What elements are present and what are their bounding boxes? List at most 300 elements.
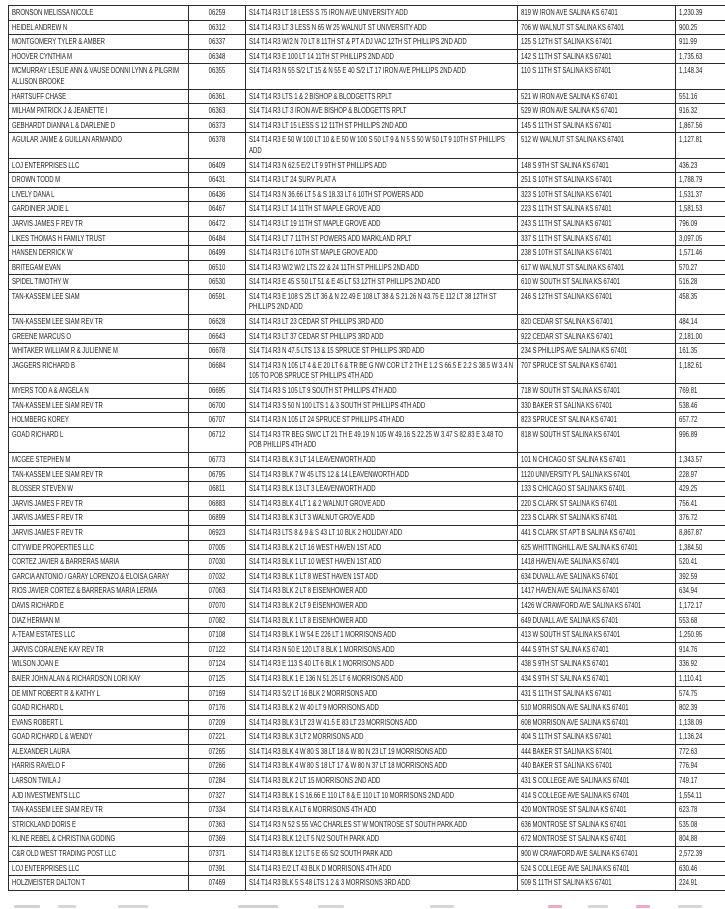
legal-description-cell bbox=[246, 159, 518, 173]
legal-description-cell bbox=[246, 789, 518, 803]
property-address-text: 234 S PHILLIPS AVE SALINA KS 67401 bbox=[521, 346, 628, 356]
parcel-id-cell bbox=[189, 133, 246, 157]
legal-description-text: S14 T14 R3 BLK 3 LT 14 LEAVENWORTH ADD bbox=[249, 455, 376, 464]
property-address-cell bbox=[518, 818, 676, 832]
legal-description-text: S14 T14 R3 BLK 5 S 48 LTS 1 2 & 3 MORRISONS 3RD ADD bbox=[249, 878, 411, 888]
amount-due-text: 458.35 bbox=[679, 291, 698, 301]
parcel-id-text: 06695 bbox=[208, 386, 226, 396]
legal-description-cell bbox=[246, 643, 518, 657]
parcel-id-text: 06467 bbox=[208, 204, 226, 214]
owner-name-text: C&R OLD WEST TRADING POST LLC bbox=[12, 849, 116, 859]
legal-description-text: S14 T14 R3 N 36.66 LT 5 & S 18.33 LT 6 10TH ST POWERS ADD bbox=[249, 189, 424, 199]
amount-due-text: 2,181.00 bbox=[679, 331, 703, 341]
property-address-text: 323 S 10TH ST SALINA KS 67401 bbox=[521, 189, 613, 199]
amount-due-cell bbox=[676, 133, 725, 157]
table-row bbox=[9, 315, 725, 330]
property-address-cell bbox=[518, 119, 676, 133]
property-address-cell bbox=[518, 745, 676, 759]
owner-name-cell bbox=[9, 643, 189, 657]
parcel-id-cell bbox=[189, 876, 246, 890]
parcel-id-cell bbox=[189, 173, 246, 187]
legal-description-cell bbox=[246, 468, 518, 482]
amount-due-cell bbox=[676, 774, 725, 788]
legal-description-cell bbox=[246, 570, 518, 584]
parcel-id-cell bbox=[189, 330, 246, 344]
amount-due-cell bbox=[676, 21, 725, 35]
amount-due-text: 1,581.53 bbox=[679, 204, 703, 214]
property-address-cell bbox=[518, 217, 676, 231]
legal-description-text: S14 T14 R3 BLK 3 LT 2 MORRISONS ADD bbox=[249, 732, 364, 742]
legal-description-cell bbox=[246, 50, 518, 64]
amount-due-text: 996.89 bbox=[679, 429, 698, 439]
owner-name-cell bbox=[9, 803, 189, 817]
property-address-cell bbox=[518, 399, 676, 413]
amount-due-cell bbox=[676, 344, 725, 358]
property-address-cell bbox=[518, 50, 676, 64]
table-row bbox=[9, 428, 725, 453]
legal-description-text: S14 T14 R3 W/2 W/2 LTS 22 & 24 11TH ST PHILLIPS 2ND ADD bbox=[249, 262, 420, 272]
owner-name-text: BRITEGAM EVAN bbox=[12, 262, 61, 272]
owner-name-text: HOLZMEISTER DALTON T bbox=[12, 878, 86, 888]
table-row bbox=[9, 217, 725, 232]
parcel-id-text: 07469 bbox=[208, 878, 226, 888]
parcel-id-cell bbox=[189, 188, 246, 202]
amount-due-cell bbox=[676, 847, 725, 861]
legal-description-text: S14 T14 R3 BLK 4 W 80 S 18 LT 17 & W 80 N 37 LT 18 MORRISONS ADD bbox=[249, 761, 448, 771]
owner-name-text: DROWN TODD M bbox=[12, 175, 61, 185]
owner-name-text: HARRIS RAVELO F bbox=[12, 761, 66, 771]
amount-due-text: 911.99 bbox=[679, 37, 697, 47]
owner-name-text: MILHAM PATRICK J & JEANETTE I bbox=[12, 106, 108, 116]
owner-name-cell bbox=[9, 847, 189, 861]
legal-description-cell bbox=[246, 657, 518, 671]
table-row bbox=[9, 468, 725, 483]
table-row bbox=[9, 789, 725, 804]
parcel-id-cell bbox=[189, 541, 246, 555]
owner-name-cell bbox=[9, 188, 189, 202]
legal-description-cell bbox=[246, 803, 518, 817]
parcel-id-text: 06312 bbox=[208, 22, 226, 32]
parcel-id-cell bbox=[189, 232, 246, 246]
owner-name-text: GARCIA ANTONIO / GARAY LORENZO & ELOISA GARAY bbox=[12, 571, 170, 581]
amount-due-cell bbox=[676, 599, 725, 613]
owner-name-cell bbox=[9, 497, 189, 511]
owner-name-text: TAN-KASSEM LEE SIAM REV TR bbox=[12, 469, 103, 479]
table-row bbox=[9, 803, 725, 818]
property-address-text: 125 S 12TH ST SALINA KS 67401 bbox=[521, 37, 613, 47]
table-row bbox=[9, 202, 725, 217]
owner-name-cell bbox=[9, 261, 189, 275]
amount-due-text: 520.41 bbox=[679, 557, 698, 567]
property-address-cell bbox=[518, 876, 676, 890]
owner-name-text: GOAD RICHARD L & WENDY bbox=[12, 732, 93, 742]
amount-due-text: 1,735.63 bbox=[679, 51, 703, 61]
legal-description-text: S14 T14 R3 BLK 1 LT 8 WEST HAVEN 1ST ADD bbox=[249, 571, 378, 581]
amount-due-text: 392.59 bbox=[679, 571, 698, 581]
property-address-cell bbox=[518, 290, 676, 314]
property-address-text: 521 W IRON AVE SALINA KS 67401 bbox=[521, 91, 618, 101]
legal-description-cell bbox=[246, 344, 518, 358]
legal-description-text: S14 T14 R3 LT 15 LESS S 12 11TH ST PHILLIPS 2ND ADD bbox=[249, 120, 408, 130]
property-address-cell bbox=[518, 6, 676, 20]
parcel-id-cell bbox=[189, 599, 246, 613]
parcel-id-cell bbox=[189, 217, 246, 231]
legal-description-text: S14 T14 R3 E/2 LT 43 BLK D MORRISONS 4TH ADD bbox=[249, 863, 392, 873]
parcel-id-cell bbox=[189, 657, 246, 671]
owner-name-text: LOJ ENTERPRISES LLC bbox=[12, 863, 80, 873]
owner-name-text: MONTGOMERY TYLER & AMBER bbox=[12, 37, 105, 47]
legal-description-cell bbox=[246, 599, 518, 613]
parcel-id-text: 06361 bbox=[208, 91, 226, 101]
owner-name-text: JARVIS JAMES F REV TR bbox=[12, 498, 83, 508]
table-row bbox=[9, 261, 725, 276]
property-address-cell bbox=[518, 232, 676, 246]
amount-due-text: 1,230.39 bbox=[679, 8, 703, 17]
parcel-id-cell bbox=[189, 399, 246, 413]
amount-due-text: 756.41 bbox=[679, 498, 698, 508]
owner-name-cell bbox=[9, 730, 189, 744]
property-address-cell bbox=[518, 384, 676, 398]
parcel-id-text: 06472 bbox=[208, 218, 226, 228]
property-address-cell bbox=[518, 541, 676, 555]
parcel-id-cell bbox=[189, 21, 246, 35]
table-row bbox=[9, 159, 725, 174]
property-address-text: 142 S 11TH ST SALINA KS 67401 bbox=[521, 51, 612, 61]
parcel-id-text: 06684 bbox=[208, 360, 226, 370]
amount-due-cell bbox=[676, 570, 725, 584]
amount-due-text: 8,867.87 bbox=[679, 527, 703, 537]
owner-name-text: DAVIS RICHARD E bbox=[12, 600, 64, 610]
amount-due-cell bbox=[676, 453, 725, 467]
parcel-id-text: 06259 bbox=[208, 8, 226, 17]
amount-due-text: 551.16 bbox=[679, 91, 698, 101]
owner-name-text: HOOVER CYNTHIA M bbox=[12, 51, 73, 61]
table-row bbox=[9, 774, 725, 789]
property-address-text: 148 S 9TH ST SALINA KS 67401 bbox=[521, 160, 609, 170]
owner-name-cell bbox=[9, 599, 189, 613]
owner-name-text: EVANS ROBERT L bbox=[12, 717, 64, 727]
table-row bbox=[9, 64, 725, 89]
owner-name-text: ALEXANDER LAURA bbox=[12, 746, 70, 756]
amount-due-text: 1,138.09 bbox=[679, 717, 703, 727]
table-row bbox=[9, 359, 725, 384]
legal-description-text: S14 T14 R3 E 108 S 25 LT 36 & N 22.49 E 108 LT 38 & S 21.26 N 43.75 E 112 LT 38 12TH ST PHILLIPS 2ND ADD bbox=[249, 291, 497, 312]
property-address-cell bbox=[518, 428, 676, 452]
amount-due-text: 634.94 bbox=[679, 586, 698, 596]
parcel-id-cell bbox=[189, 290, 246, 314]
legal-description-text: S14 T14 R3 BLK 13 LT 3 LEAVENWORTH ADD bbox=[249, 484, 376, 494]
amount-due-text: 804.88 bbox=[679, 834, 698, 844]
table-row bbox=[9, 497, 725, 512]
property-address-cell bbox=[518, 555, 676, 569]
parcel-id-cell bbox=[189, 119, 246, 133]
parcel-id-text: 06899 bbox=[208, 513, 226, 523]
table-row bbox=[9, 628, 725, 643]
property-address-cell bbox=[518, 21, 676, 35]
amount-due-cell bbox=[676, 261, 725, 275]
table-row bbox=[9, 570, 725, 585]
parcel-id-cell bbox=[189, 643, 246, 657]
amount-due-cell bbox=[676, 290, 725, 314]
owner-name-text: TAN-KASSEM LEE SIAM REV TR bbox=[12, 317, 103, 327]
amount-due-cell bbox=[676, 6, 725, 20]
property-address-cell bbox=[518, 570, 676, 584]
amount-due-cell bbox=[676, 555, 725, 569]
legal-description-cell bbox=[246, 482, 518, 496]
owner-name-cell bbox=[9, 789, 189, 803]
owner-name-text: LOJ ENTERPRISES LLC bbox=[12, 160, 80, 170]
property-address-cell bbox=[518, 701, 676, 715]
legal-description-text: S14 T14 R3 LTS 8 & 9 & S 43 LT 10 BLK 2 HOLIDAY ADD bbox=[249, 527, 403, 537]
amount-due-cell bbox=[676, 217, 725, 231]
parcel-id-cell bbox=[189, 159, 246, 173]
property-address-cell bbox=[518, 90, 676, 104]
table-row bbox=[9, 555, 725, 570]
property-address-cell bbox=[518, 188, 676, 202]
legal-description-cell bbox=[246, 202, 518, 216]
parcel-id-cell bbox=[189, 789, 246, 803]
legal-description-cell bbox=[246, 359, 518, 383]
amount-due-text: 228.97 bbox=[679, 469, 698, 479]
parcel-id-text: 06811 bbox=[208, 484, 226, 494]
legal-description-cell bbox=[246, 104, 518, 118]
property-address-text: 1426 W CRAWFORD AVE SALINA KS 67401 bbox=[521, 600, 642, 610]
owner-name-cell bbox=[9, 614, 189, 628]
table-row bbox=[9, 173, 725, 188]
parcel-id-text: 06409 bbox=[208, 160, 226, 170]
parcel-id-cell bbox=[189, 384, 246, 398]
legal-description-cell bbox=[246, 614, 518, 628]
legal-description-cell bbox=[246, 774, 518, 788]
parcel-id-cell bbox=[189, 428, 246, 452]
parcel-id-text: 06337 bbox=[208, 37, 226, 47]
legal-description-cell bbox=[246, 399, 518, 413]
amount-due-cell bbox=[676, 541, 725, 555]
parcel-id-cell bbox=[189, 468, 246, 482]
parcel-id-cell bbox=[189, 832, 246, 846]
property-address-cell bbox=[518, 275, 676, 289]
owner-name-cell bbox=[9, 359, 189, 383]
legal-description-text: S14 T14 R3 BLK 3 LT 23 W 41.5 E 83 LT 23 MORRISONS ADD bbox=[249, 717, 418, 727]
property-address-cell bbox=[518, 847, 676, 861]
owner-name-text: SPIDEL TIMOTHY W bbox=[12, 277, 69, 287]
owner-name-text: HARTSUFF CHASE bbox=[12, 91, 67, 101]
amount-due-text: 224.91 bbox=[679, 878, 698, 888]
table-row bbox=[9, 399, 725, 414]
legal-description-cell bbox=[246, 290, 518, 314]
legal-description-text: S14 T14 R3 BLK 1 LT 10 WEST HAVEN 1ST ADD bbox=[249, 557, 382, 567]
owner-name-text: MCMURRAY LESLIE ANN & VAUSE DONNI LYNN & PILGRIM ALLISON BROOKE bbox=[12, 66, 180, 86]
amount-due-cell bbox=[676, 359, 725, 383]
property-address-cell bbox=[518, 315, 676, 329]
parcel-id-text: 07391 bbox=[208, 863, 226, 873]
property-address-cell bbox=[518, 104, 676, 118]
amount-due-cell bbox=[676, 687, 725, 701]
parcel-id-text: 07063 bbox=[208, 586, 226, 596]
amount-due-cell bbox=[676, 330, 725, 344]
table-row bbox=[9, 730, 725, 745]
parcel-id-text: 06773 bbox=[208, 455, 226, 464]
legal-description-text: S14 T14 R3 LT 24 SURV PLAT A bbox=[249, 175, 337, 185]
owner-name-text: HOLMBERG KOREY bbox=[12, 415, 69, 425]
property-address-cell bbox=[518, 832, 676, 846]
table-row bbox=[9, 643, 725, 658]
parcel-id-text: 06510 bbox=[208, 262, 226, 272]
table-row bbox=[9, 119, 725, 134]
amount-due-text: 1,172.17 bbox=[679, 600, 703, 610]
parcel-id-text: 06499 bbox=[208, 248, 226, 258]
legal-description-cell bbox=[246, 555, 518, 569]
property-address-cell bbox=[518, 628, 676, 642]
parcel-id-text: 06363 bbox=[208, 106, 226, 116]
parcel-id-cell bbox=[189, 6, 246, 20]
property-address-text: 649 DUVALL AVE SALINA KS 67401 bbox=[521, 615, 619, 625]
owner-name-text: MYERS TOD A & ANGELA N bbox=[12, 386, 89, 396]
legal-description-cell bbox=[246, 275, 518, 289]
parcel-id-text: 06378 bbox=[208, 135, 226, 145]
table-row bbox=[9, 614, 725, 629]
parcel-id-cell bbox=[189, 526, 246, 540]
amount-due-text: 1,571.46 bbox=[679, 248, 703, 258]
owner-name-cell bbox=[9, 315, 189, 329]
legal-description-cell bbox=[246, 541, 518, 555]
property-address-cell bbox=[518, 133, 676, 157]
owner-name-text: STRICKLAND DORIS E bbox=[12, 819, 77, 829]
amount-due-cell bbox=[676, 584, 725, 598]
amount-due-cell bbox=[676, 275, 725, 289]
property-address-text: 220 S CLARK ST SALINA KS 67401 bbox=[521, 498, 618, 508]
owner-name-text: WILSON JOAN E bbox=[12, 659, 59, 669]
property-address-cell bbox=[518, 261, 676, 275]
legal-description-cell bbox=[246, 745, 518, 759]
property-address-text: 420 MONTROSE ST SALINA KS 67401 bbox=[521, 805, 627, 815]
property-address-cell bbox=[518, 716, 676, 730]
legal-description-cell bbox=[246, 133, 518, 157]
amount-due-cell bbox=[676, 803, 725, 817]
property-address-cell bbox=[518, 64, 676, 88]
amount-due-cell bbox=[676, 511, 725, 525]
property-address-text: 512 W WALNUT ST SALINA KS 67401 bbox=[521, 135, 625, 145]
property-address-text: 608 MORRISON AVE SALINA KS 67401 bbox=[521, 717, 629, 727]
parcel-id-text: 06484 bbox=[208, 233, 226, 243]
owner-name-cell bbox=[9, 555, 189, 569]
property-address-text: 414 S COLLEGE AVE SALINA KS 67401 bbox=[521, 790, 630, 800]
amount-due-text: 657.72 bbox=[679, 415, 698, 425]
legal-description-cell bbox=[246, 832, 518, 846]
owner-name-cell bbox=[9, 482, 189, 496]
parcel-id-cell bbox=[189, 413, 246, 427]
property-address-cell bbox=[518, 202, 676, 216]
property-address-cell bbox=[518, 584, 676, 598]
table-row bbox=[9, 847, 725, 862]
parcel-id-text: 06795 bbox=[208, 469, 226, 479]
legal-description-text: S14 T14 R3 BLK 4 W 80 S 38 LT 18 & W 80 N 23 LT 19 MORRISONS ADD bbox=[249, 746, 448, 756]
property-address-cell bbox=[518, 789, 676, 803]
parcel-id-cell bbox=[189, 570, 246, 584]
amount-due-text: 484.14 bbox=[679, 317, 698, 327]
property-address-cell bbox=[518, 413, 676, 427]
owner-name-text: TAN-KASSEM LEE SIAM REV TR bbox=[12, 805, 103, 815]
amount-due-text: 1,384.50 bbox=[679, 542, 703, 552]
table-row bbox=[9, 818, 725, 833]
legal-description-cell bbox=[246, 584, 518, 598]
property-address-text: 672 MONTROSE ST SALINA KS 67401 bbox=[521, 834, 627, 844]
parcel-id-text: 07209 bbox=[208, 717, 226, 727]
property-address-cell bbox=[518, 359, 676, 383]
parcel-id-text: 06628 bbox=[208, 317, 226, 327]
parcel-id-cell bbox=[189, 246, 246, 260]
legal-description-text: S14 T14 R3 E 113 S 40 LT 6 BLK 1 MORRISONS ADD bbox=[249, 659, 394, 669]
table-row bbox=[9, 133, 725, 158]
legal-description-text: S14 T14 R3 N 47.5 LTS 13 & 15 SPRUCE ST PHILLIPS 3RD ADD bbox=[249, 346, 425, 356]
legal-description-cell bbox=[246, 330, 518, 344]
parcel-id-cell bbox=[189, 774, 246, 788]
amount-due-cell bbox=[676, 159, 725, 173]
legal-description-text: S14 T14 R3 LT 7 11TH ST POWERS ADD MARKLAND RPLT bbox=[249, 233, 412, 243]
table-row bbox=[9, 413, 725, 428]
amount-due-cell bbox=[676, 614, 725, 628]
property-address-cell bbox=[518, 330, 676, 344]
owner-name-cell bbox=[9, 759, 189, 773]
legal-description-cell bbox=[246, 232, 518, 246]
legal-description-text: S14 T14 R3 W/2 N 70 LT 8 11TH ST & PT A DJ VAC 12TH ST PHILLIPS 2ND ADD bbox=[249, 37, 467, 47]
legal-description-text: S14 T14 R3 LT 14 11TH ST MAPLE GROVE ADD bbox=[249, 204, 381, 214]
parcel-id-cell bbox=[189, 862, 246, 876]
owner-name-cell bbox=[9, 832, 189, 846]
owner-name-text: GOAD RICHARD L bbox=[12, 429, 64, 439]
amount-due-text: 535.08 bbox=[679, 819, 698, 829]
property-address-cell bbox=[518, 672, 676, 686]
property-address-text: 238 S 10TH ST SALINA KS 67401 bbox=[521, 248, 613, 258]
amount-due-cell bbox=[676, 876, 725, 890]
amount-due-cell bbox=[676, 759, 725, 773]
property-address-cell bbox=[518, 599, 676, 613]
legal-description-text: S14 T14 R3 LT 6 10TH ST MAPLE GROVE ADD bbox=[249, 248, 378, 258]
amount-due-text: 2,572.39 bbox=[679, 849, 703, 859]
legal-description-text: S14 T14 R3 BLK 2 LT 15 MORRISONS 2ND ADD bbox=[249, 776, 381, 786]
parcel-id-cell bbox=[189, 847, 246, 861]
parcel-id-text: 07032 bbox=[208, 571, 226, 581]
owner-name-cell bbox=[9, 818, 189, 832]
property-address-text: 706 W WALNUT ST SALINA KS 67401 bbox=[521, 22, 625, 32]
amount-due-text: 916.32 bbox=[679, 106, 698, 116]
legal-description-cell bbox=[246, 90, 518, 104]
property-address-text: 404 S 11TH ST SALINA KS 67401 bbox=[521, 732, 612, 742]
parcel-id-cell bbox=[189, 672, 246, 686]
table-row bbox=[9, 862, 725, 877]
property-address-text: 610 W SOUTH ST SALINA KS 67401 bbox=[521, 277, 621, 287]
owner-name-cell bbox=[9, 90, 189, 104]
owner-name-cell bbox=[9, 876, 189, 890]
legal-description-cell bbox=[246, 497, 518, 511]
parcel-id-text: 07082 bbox=[208, 615, 226, 625]
parcel-id-text: 07169 bbox=[208, 688, 226, 698]
legal-description-text: S14 T14 R3 N 50 E 120 LT 8 BLK 1 MORRISONS ADD bbox=[249, 644, 395, 654]
legal-description-text: S14 T14 R3 BLK 1 E 136 N 51.25 LT 6 MORRISONS ADD bbox=[249, 673, 403, 683]
parcel-id-cell bbox=[189, 64, 246, 88]
property-address-text: 330 BAKER ST SALINA KS 67401 bbox=[521, 400, 613, 410]
legal-description-text: S14 T14 R3 BLK A LT 6 MORRISONS 4TH ADD bbox=[249, 805, 377, 815]
property-address-text: 820 CEDAR ST SALINA KS 67401 bbox=[521, 317, 613, 327]
owner-name-cell bbox=[9, 428, 189, 452]
owner-name-cell bbox=[9, 50, 189, 64]
table-row bbox=[9, 50, 725, 65]
amount-due-cell bbox=[676, 188, 725, 202]
property-address-text: 529 W IRON AVE SALINA KS 67401 bbox=[521, 106, 618, 116]
property-address-text: 634 DUVALL AVE SALINA KS 67401 bbox=[521, 571, 619, 581]
property-address-text: 431 S COLLEGE AVE SALINA KS 67401 bbox=[521, 776, 630, 786]
owner-name-cell bbox=[9, 468, 189, 482]
